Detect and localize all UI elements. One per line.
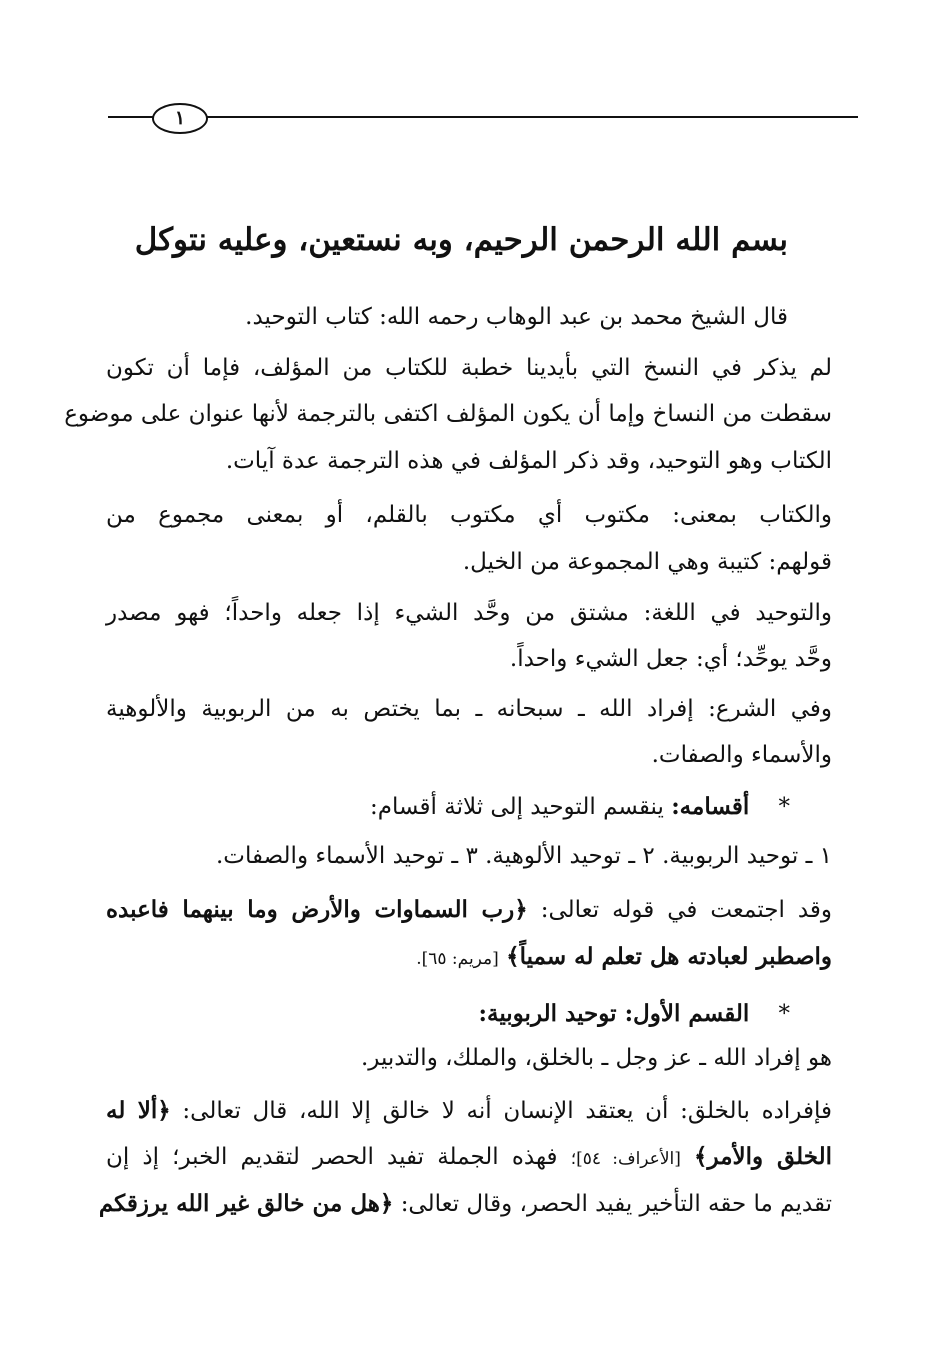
quran-verse: واصطبر لعبادته هل تعلم له سمياً﴾ <box>506 943 832 970</box>
page-number: ١ <box>174 107 186 129</box>
section-label: أقسامه: <box>671 793 750 820</box>
line-text: فهذه الجملة تفيد الحصر لتقديم الخبر؛ إذ إن <box>106 1144 558 1170</box>
paragraph-line: لم يذكر في النسخ التي بأيدينا خطبة للكتاب من المؤلف، فإما أن تكون <box>106 355 832 381</box>
section-label: القسم الأول: توحيد الربوبية: <box>478 1000 750 1027</box>
paragraph-line <box>106 1140 832 1176</box>
section-line-aqsamuh <box>370 790 790 824</box>
bullet-star: * <box>778 1001 790 1027</box>
line-text: تقديم ما حقه التأخير يفيد الحصر، وقال تعالى: <box>400 1191 832 1217</box>
line-text: وقد اجتمعت في قوله تعالى: <box>540 897 832 923</box>
section-text: ينقسم التوحيد إلى ثلاثة أقسام: <box>370 794 664 820</box>
bullet-star: * <box>778 794 790 820</box>
verse-reference: [الأعراف: ٥٤]؛ <box>570 1149 681 1169</box>
quran-verse: الخلق والأمر﴾ <box>694 1143 833 1170</box>
page-heading: بسم الله الرحمن الرحيم، وبه نستعين، وعليه نتوكل <box>134 222 788 258</box>
paragraph-line <box>416 940 832 976</box>
paragraph-line: والتوحيد في اللغة: مشتق من وحَّد الشيء إذا جعله واحداً؛ فهو مصدر <box>106 600 832 626</box>
paragraph-line: ١ ـ توحيد الربوبية. ٢ ـ توحيد الألوهية. ٣ ـ توحيد الأسماء والصفات. <box>216 843 832 869</box>
paragraph-line: الكتاب وهو التوحيد، وقد ذكر المؤلف في هذه الترجمة عدة آيات. <box>225 448 832 474</box>
paragraph-line <box>106 1094 832 1128</box>
paragraph-line: سقطت من النساخ وإما أن يكون المؤلف اكتفى بالترجمة لأنها عنوان على موضوع <box>64 401 832 427</box>
section-line-rububiyya <box>479 997 791 1031</box>
paragraph-line: وفي الشرع: إفراد الله ـ سبحانه ـ بما يختص به من الربوبية والألوهية <box>106 696 832 722</box>
paragraph-line: هو إفراد الله ـ عز وجل ـ بالخلق، والملك، والتدبير. <box>360 1045 832 1071</box>
paragraph-line <box>106 893 832 927</box>
line-text: فإفراده بالخلق: أن يعتقد الإنسان أنه لا خالق إلا الله، قال تعالى: <box>182 1098 832 1124</box>
paragraph-line: قولهم: كتيبة وهي المجموعة من الخيل. <box>462 549 832 575</box>
quran-verse: ﴿رب السماوات والأرض وما بينهما فاعبده <box>106 896 528 923</box>
paragraph-line <box>98 1187 832 1221</box>
verse-reference: [مريم: ٦٥]. <box>416 949 499 969</box>
quran-verse: ﴿ألا له <box>106 1097 171 1124</box>
paragraph-line: وحَّد يوحِّد؛ أي: جعل الشيء واحداً. <box>509 646 832 672</box>
paragraph-line: والكتاب بمعنى: مكتوب أي مكتوب بالقلم، أو بمعنى مجموع من <box>106 502 832 528</box>
paragraph-line: قال الشيخ محمد بن عبد الوهاب رحمه الله: كتاب التوحيد. <box>245 304 788 330</box>
paragraph-line: والأسماء والصفات. <box>651 742 832 768</box>
quran-verse: ﴿هل من خالق غير الله يرزقكم <box>98 1190 394 1217</box>
